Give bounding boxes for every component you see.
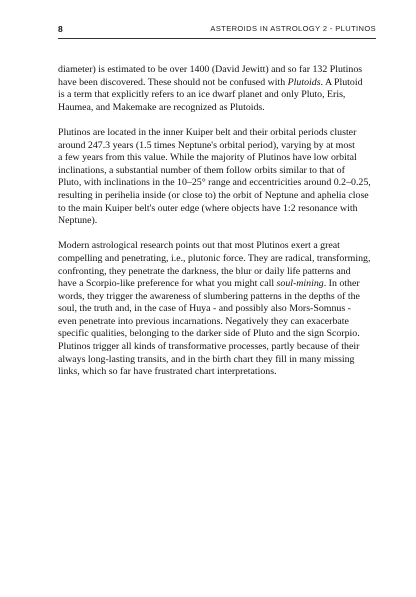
- text-line: [58, 152, 376, 165]
- page-number: 8: [58, 24, 63, 34]
- text-segment: Neptune).: [58, 215, 98, 227]
- text-segment: confronting, they penetrate the darkness, the blur or daily life patterns and: [58, 265, 351, 277]
- text-segment: Pluto, with inclinations in the 10–25° range and eccentricities around 0.2–0.25,: [58, 177, 371, 189]
- italic-term: soul-mining: [276, 278, 324, 290]
- text-line: [58, 366, 376, 379]
- text-segment: to the main Kuiper belt's outer edge (where objects have 1:2 resonance with: [58, 202, 358, 214]
- text-segment: have been discovered. These should not be confused with: [58, 76, 288, 88]
- text-line: [58, 203, 376, 216]
- text-segment: words, they trigger the awareness of slumbering patterns in the depths of the: [58, 290, 360, 302]
- text-segment: is a term that explicitly refers to an ice dwarf planet and only Pluto, Eris,: [58, 89, 346, 101]
- paragraph-1: [58, 64, 376, 114]
- text-segment: Haumea, and Makemake are recognized as Plutoids.: [58, 101, 265, 113]
- text-segment: diameter) is estimated to be over 1400 (David Jewitt) and so far 132 Plutinos: [58, 64, 363, 75]
- text-segment: around 247.3 years (1.5 times Neptune's orbital period), varying by at most: [58, 139, 355, 151]
- text-segment: a few years from this value. While the majority of Plutinos have low orbital: [58, 152, 357, 164]
- text-line: [58, 240, 376, 253]
- text-line: [58, 278, 376, 291]
- running-head: ASTEROIDS IN ASTROLOGY 2 - PLUTINOS: [210, 24, 376, 33]
- text-segment: Plutinos are located in the inner Kuiper belt and their orbital periods cluster: [58, 126, 357, 138]
- text-line: [58, 165, 376, 178]
- text-segment: soul, the truth and, in the case of Huya - and possibly also Mors-Somnus -: [58, 303, 351, 315]
- text-line: [58, 190, 376, 203]
- text-line: [58, 77, 376, 90]
- text-line: [58, 316, 376, 329]
- text-line: [58, 102, 376, 115]
- text-line: [58, 253, 376, 266]
- text-line: [58, 177, 376, 190]
- paragraph-2: [58, 127, 376, 228]
- text-segment: compelling and penetrating, i.e., plutonic force. They are radical, transforming,: [58, 252, 371, 264]
- text-line: [58, 140, 376, 153]
- body-text: [58, 64, 376, 391]
- text-line: [58, 89, 376, 102]
- text-line: [58, 354, 376, 367]
- text-segment: . In other: [323, 278, 360, 290]
- text-segment: Plutinos trigger all kinds of transformative processes, partly because of their: [58, 341, 360, 353]
- text-line: [58, 215, 376, 228]
- text-line: [58, 127, 376, 140]
- text-segment: always long-lasting transits, and in the birth chart they fill in many missing: [58, 353, 355, 365]
- italic-term: Plutoids: [287, 76, 321, 88]
- text-segment: specific qualities, belonging to the darker side of Pluto and the sign Scorpio.: [58, 328, 360, 340]
- text-line: [58, 303, 376, 316]
- text-segment: have a Scorpio-like preference for what you might call: [58, 278, 277, 290]
- text-line: [58, 341, 376, 354]
- page-header: [58, 24, 376, 40]
- header-rule: [58, 38, 376, 39]
- text-line: [58, 266, 376, 279]
- text-line: [58, 328, 376, 341]
- text-segment: links, which so far have frustrated chart interpretations.: [58, 366, 277, 378]
- text-segment: resulting in perihelia inside (or close to) the orbit of Neptune and aphelia close: [58, 189, 369, 201]
- text-line: [58, 291, 376, 304]
- text-segment: . A Plutoid: [320, 76, 363, 88]
- text-segment: Modern astrological research points out that most Plutinos exert a great: [58, 240, 340, 252]
- text-line: [58, 64, 376, 77]
- text-segment: inclinations, a substantial number of them follow orbits similar to that of: [58, 164, 345, 176]
- text-segment: even penetrate into previous incarnations. Negatively they can exacerbate: [58, 315, 349, 327]
- paragraph-3: [58, 240, 376, 379]
